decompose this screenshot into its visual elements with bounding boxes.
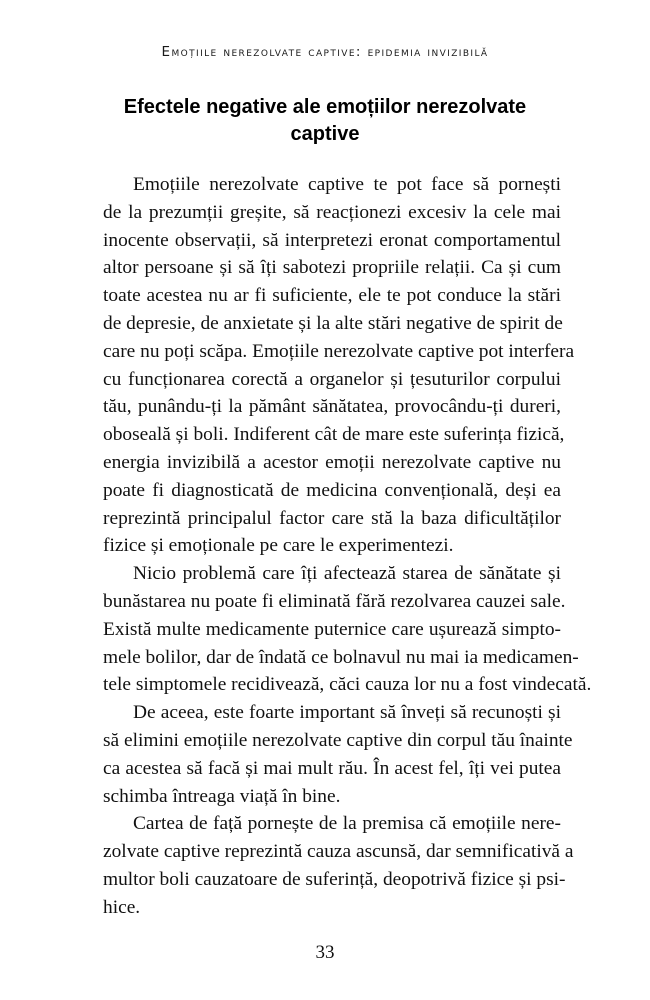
body-text [103, 171, 592, 922]
paragraph [103, 699, 573, 810]
text-line: să elimini emoțiile nerezolvate captive din corpul tău înainte [103, 729, 573, 751]
text-line: toate acestea nu ar fi suficiente, ele te pot conduce la stări [103, 285, 561, 307]
text-line: inocente observații, să interpretezi eronat comportamentul [103, 229, 561, 251]
text-line: De aceea, este foarte important să înveți să recunoști și [133, 702, 561, 724]
chapter-title [0, 94, 650, 148]
text-line: energia invizibilă a acestor emoții nerezolvate captive nu [103, 451, 561, 473]
text-line: mele bolilor, dar de îndată ce bolnavul nu mai ia medicamen- [103, 646, 579, 668]
text-line: Cartea de față pornește de la premisa că emoțiile nere- [133, 813, 561, 835]
text-line: poate fi diagnosticată de medicina convențională, deși ea [103, 479, 561, 501]
paragraph [103, 560, 592, 699]
text-line: tele simptomele recidivează, căci cauza lor nu a fost vindecată. [103, 674, 592, 696]
text-line: Există multe medicamente puternice care ușurează simpto- [103, 618, 561, 640]
paragraph [103, 171, 575, 560]
text-line: care nu poți scăpa. Emoțiile nerezolvate captive pot interfera [103, 340, 575, 362]
running-head: Emoțiile nerezolvate captive: epidemia invizibilă [161, 44, 489, 60]
text-line: bunăstarea nu poate fi eliminată fără rezolvarea cauzei sale. [103, 590, 566, 612]
page-number: 33 [315, 942, 335, 963]
text-line: oboseală și boli. Indiferent cât de mare este suferința fizică, [103, 424, 565, 446]
text-line: Nicio problemă care îți afectează starea de sănătate și [133, 563, 561, 585]
text-line: de depresie, de anxietate și la alte stări negative de spirit de [103, 312, 563, 334]
text-line: schimba întreaga viață în bine. [103, 785, 341, 807]
text-line: Emoțiile nerezolvate captive te pot face să pornești [133, 174, 561, 195]
text-line: ca acestea să facă și mai mult rău. În acest fel, îți vei putea [103, 757, 561, 779]
chapter-title-line-2: captive [290, 123, 360, 145]
text-line: fizice și emoționale pe care le experimentezi. [103, 535, 454, 557]
text-line: multor boli cauzatoare de suferință, deopotrivă fizice și psi- [103, 868, 566, 890]
text-line: cu funcționarea corectă a organelor și țesuturilor corpului [103, 368, 561, 390]
text-line: tău, punându-ți la pământ sănătatea, provocându-ți dureri, [103, 396, 561, 418]
text-line: altor persoane și să îți sabotezi propriile relații. Ca și cum [103, 257, 561, 279]
text-line: hice. [103, 896, 141, 918]
chapter-title-line-1: Efectele negative ale emoțiilor nerezolvate [123, 96, 527, 118]
text-line: zolvate captive reprezintă cauza ascunsă, dar semnificativă a [103, 841, 574, 863]
paragraph [103, 810, 574, 921]
text-line: reprezintă principalul factor care stă la baza dificultăților [103, 507, 561, 529]
text-line: de la prezumții greșite, să reacționezi excesiv la cele mai [103, 201, 561, 223]
